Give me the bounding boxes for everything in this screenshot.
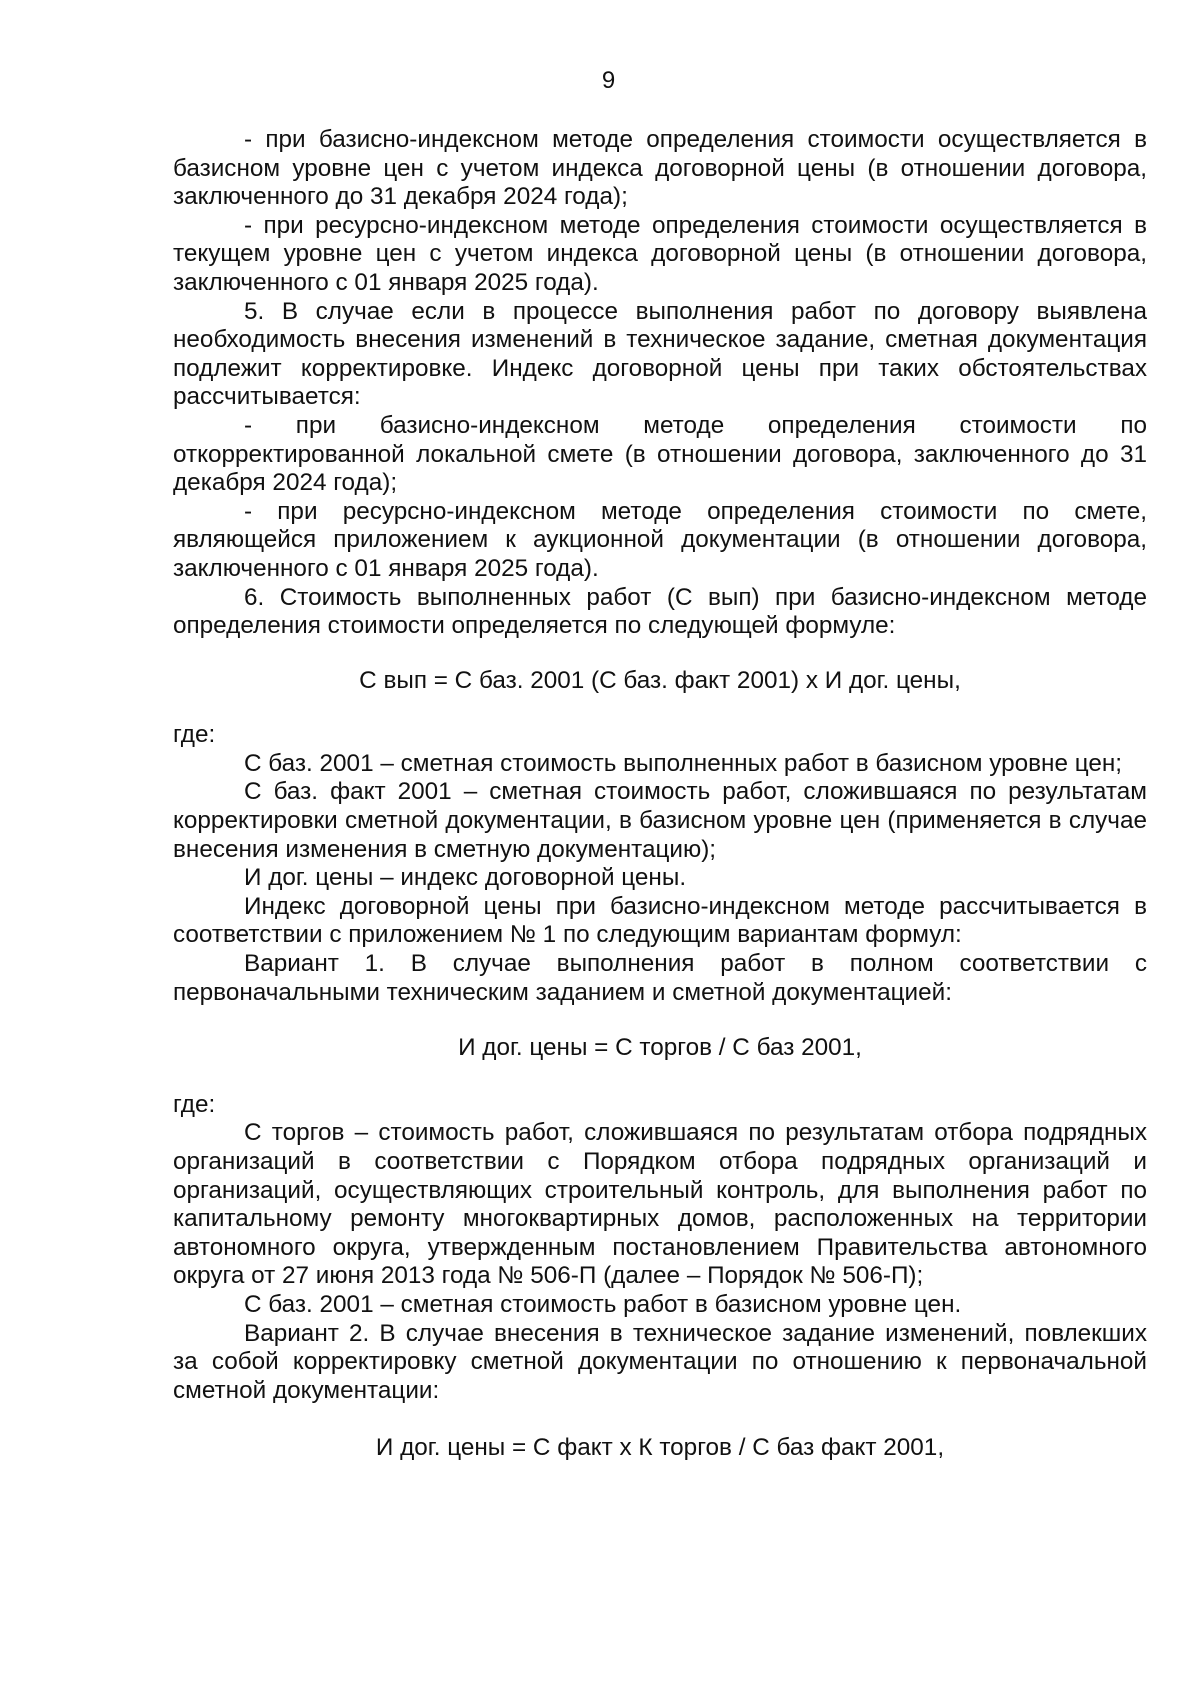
where-label: где: <box>173 721 216 749</box>
paragraph-resource-index-estimate: - при ресурсно-индексном методе определения стоимости по смете, являющейся приложением к аукционной документации (в отношении договора, заключенного с 01 января 2025 года). <box>173 497 1147 582</box>
definition-base-2001-second: С баз. 2001 – сметная стоимость работ в базисном уровне цен. <box>244 1290 962 1318</box>
formula-variant-2: И дог. цены = С факт х К торгов / С баз факт 2001, <box>375 1434 945 1462</box>
page-number: 9 <box>601 67 616 94</box>
formula-completed-works: С вып = С баз. 2001 (С баз. факт 2001) х И дог. цены, <box>359 666 961 694</box>
formula-variant-1: И дог. цены = С торгов / С баз 2001, <box>458 1034 862 1062</box>
definition-base-2001: С баз. 2001 – сметная стоимость выполненных работ в базисном уровне цен; <box>244 749 1123 777</box>
paragraph-index-variants: Индекс договорной цены при базисно-индексном методе рассчитывается в соответствии с приложением № 1 по следующим вариантам формул: <box>173 892 1147 949</box>
paragraph-variant-1: Вариант 1. В случае выполнения работ в полном соответствии с первоначальными техническим заданием и сметной документацией: <box>173 950 1147 1006</box>
definition-tender-cost: С торгов – стоимость работ, сложившаяся по результатам отбора подрядных организаций в соответствии с Порядком отбора подрядных организаций и организаций, осуществляющих строительный контроль, для выполнения работ по капитальному ремонту многоквартирных домов, расположенных на территории автономного округа, утвержденным постановлением Правительства автономного округа от 27 июня 2013 года № 506-П (далее – Порядок № 506-П); <box>173 1119 1147 1290</box>
definition-base-fact-2001: С баз. факт 2001 – сметная стоимость работ, сложившаяся по результатам корректировки сметной документации, в базисном уровне цен (применяется в случае внесения изменения в сметную документацию); <box>173 778 1147 863</box>
document-body <box>173 126 1147 1463</box>
paragraph-item-5: 5. В случае если в процессе выполнения работ по договору выявлена необходимость внесения изменений в техническое задание, сметная документация подлежит корректировке. Индекс договорной цены при таких обстоятельствах рассчитывается: <box>173 297 1147 411</box>
definition-contract-index: И дог. цены – индекс договорной цены. <box>244 864 687 892</box>
paragraph-variant-2: Вариант 2. В случае внесения в техническое задание изменений, повлекших за собой корректировку сметной документации по отношению к первоначальной сметной документации: <box>173 1319 1147 1404</box>
where-label-2: где: <box>173 1090 216 1118</box>
paragraph-item-6: 6. Стоимость выполненных работ (С вып) при базисно-индексном методе определения стоимости определяется по следующей формуле: <box>173 583 1147 640</box>
paragraph-basis-index-corrected: - при базисно-индексном методе определения стоимости по откорректированной локальной смете (в отношении договора, заключенного до 31 декабря 2024 года); <box>173 411 1147 497</box>
paragraph-basis-index-method: - при базисно-индексном методе определения стоимости осуществляется в базисном уровне цен с учетом индекса договорной цены (в отношении договора, заключенного до 31 декабря 2024 года); <box>173 126 1147 211</box>
paragraph-resource-index-method: - при ресурсно-индексном методе определения стоимости осуществляется в текущем уровне цен с учетом индекса договорной цены (в отношении договора, заключенного с 01 января 2025 года). <box>173 211 1147 296</box>
